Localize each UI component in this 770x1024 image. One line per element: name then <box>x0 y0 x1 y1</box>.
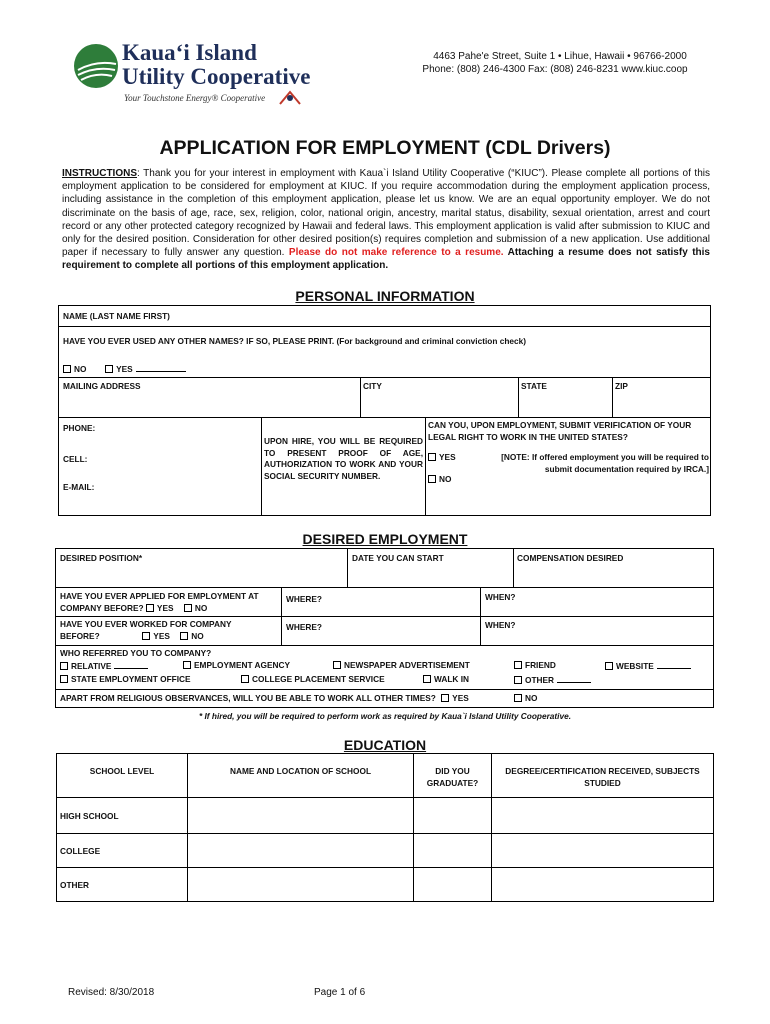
table-row <box>57 798 714 834</box>
instructions-tail: Attaching a resume does not satisfy this requirement to complete all portions of this employment application. <box>62 247 710 272</box>
friend-label: FRIEND <box>525 660 556 670</box>
zip-label: ZIP <box>615 381 628 391</box>
referred-agency <box>183 660 290 670</box>
referred-state-office <box>60 674 191 684</box>
verify-yes-checkbox[interactable] <box>428 453 436 461</box>
personal-box <box>58 305 711 516</box>
other-names-no-label: NO <box>74 364 87 374</box>
applied-where-label: WHERE? <box>286 594 322 604</box>
touchstone-icon <box>278 90 302 106</box>
education-header-degree: DEGREE/CERTIFICATION RECEIVED, SUBJECTS STUDIED <box>492 754 714 798</box>
state-label: STATE <box>521 381 547 391</box>
upon-hire-text: UPON HIRE, YOU WILL BE REQUIRED TO PRESENT PROOF OF AGE, AUTHORIZATION TO WORK AND YOUR SOCIAL SECURITY NUMBER. <box>264 436 423 481</box>
other-label: OTHER <box>525 675 555 685</box>
worked-where-label: WHERE? <box>286 622 322 632</box>
instructions <box>62 167 710 273</box>
other-names-label: HAVE YOU EVER USED ANY OTHER NAMES? IF SO, PLEASE PRINT. (For background and criminal conviction check) <box>63 336 527 346</box>
applied-no-checkbox[interactable] <box>184 604 192 612</box>
walk-in-label: WALK IN <box>434 674 470 684</box>
logo-line1: Kauaʻi Island <box>122 40 257 65</box>
desired-position-label: DESIRED POSITION* <box>60 553 143 563</box>
table-row <box>57 868 714 902</box>
other-names-no-checkbox[interactable] <box>63 365 71 373</box>
other-names-yes-label: YES <box>116 364 133 374</box>
divider <box>612 377 613 417</box>
divider <box>56 689 713 690</box>
page-title: APPLICATION FOR EMPLOYMENT (CDL Drivers) <box>159 137 611 159</box>
college-service-label: COLLEGE PLACEMENT SERVICE <box>252 674 385 684</box>
referred-newspaper <box>333 660 470 670</box>
religious-yes-checkbox[interactable] <box>441 694 449 702</box>
worked-yes-label: YES <box>153 630 170 641</box>
religious-yes-label: YES <box>452 693 469 703</box>
school-name-input[interactable] <box>188 834 414 868</box>
referred-friend <box>514 660 556 670</box>
instructions-label: INSTRUCTIONS <box>62 168 137 179</box>
verify-question: CAN YOU, UPON EMPLOYMENT, SUBMIT VERIFICATION OF YOUR LEGAL RIGHT TO WORK IN THE UNITED STATES? <box>428 420 692 442</box>
graduate-input[interactable] <box>414 798 492 834</box>
verify-note: [NOTE: If offered employment you will be required to submit documentation required by IRCA.] <box>501 452 709 474</box>
other-names-yes-checkbox[interactable] <box>105 365 113 373</box>
verify-no-label: NO <box>439 474 452 484</box>
worked-when-label: WHEN? <box>485 620 516 630</box>
education-table <box>56 753 714 902</box>
city-label: CITY <box>363 381 382 391</box>
religious-no-label: NO <box>525 693 538 703</box>
website-checkbox[interactable] <box>605 662 613 670</box>
verify-no <box>428 474 451 484</box>
name-field-label: NAME (LAST NAME FIRST) <box>63 311 170 321</box>
verify-yes <box>428 452 456 462</box>
logo <box>72 40 322 110</box>
referred-question: WHO REFERRED YOU TO COMPANY? <box>60 648 212 658</box>
logo-line2: Utility Cooperative <box>122 64 311 89</box>
divider <box>261 417 262 516</box>
religious-question <box>60 693 469 703</box>
verify-yes-label: YES <box>439 452 456 462</box>
divider <box>56 587 713 588</box>
education-level-cell: OTHER <box>57 868 188 902</box>
relative-checkbox[interactable] <box>60 662 68 670</box>
table-row <box>57 834 714 868</box>
referred-walk-in <box>423 674 469 684</box>
applied-yes-label: YES <box>156 602 174 613</box>
applied-when-label: WHEN? <box>485 592 516 602</box>
website-blank[interactable] <box>657 660 691 669</box>
degree-input[interactable] <box>492 834 714 868</box>
agency-label: EMPLOYMENT AGENCY <box>194 660 291 670</box>
page-number: Page 1 of 6 <box>314 987 366 998</box>
divider <box>513 549 514 587</box>
section-education-title: EDUCATION <box>343 737 427 753</box>
religious-question-text: APART FROM RELIGIOUS OBSERVANCES, WILL YOU BE ABLE TO WORK ALL OTHER TIMES? <box>60 693 436 703</box>
website-label: WEBSITE <box>616 661 654 671</box>
college-service-checkbox[interactable] <box>241 675 249 683</box>
education-level-cell: COLLEGE <box>57 834 188 868</box>
worked-no-label: NO <box>191 630 204 641</box>
divider <box>425 417 426 516</box>
school-name-input[interactable] <box>188 868 414 902</box>
state-office-label: STATE EMPLOYMENT OFFICE <box>71 674 191 684</box>
worked-no-checkbox[interactable] <box>180 632 188 640</box>
education-header-school: NAME AND LOCATION OF SCHOOL <box>188 754 414 798</box>
education-header-level: SCHOOL LEVEL <box>57 754 188 798</box>
cell-label: CELL: <box>63 454 88 464</box>
other-blank[interactable] <box>557 674 591 683</box>
email-label: E-MAIL: <box>63 482 95 492</box>
graduate-input[interactable] <box>414 834 492 868</box>
divider <box>347 549 348 587</box>
graduate-input[interactable] <box>414 868 492 902</box>
mailing-label: MAILING ADDRESS <box>63 381 141 391</box>
instructions-body: : Thank you for your interest in employment with Kaua`i Island Utility Cooperative (“KIUC”). Please complete all portions of this employment application to be considered for employment at KIUC. If you require accommodation during the employment application process, including assistance in the completion of this employment application, please let us know. We are an equal opportunity employer. We do not discriminate on the basis of age, race, sex, religion, color, national origin, ancestry, marital status, disability, sexual orientation, arrest and court record or any other protected category recognized by Hawaii and federal laws. This employment application is valid after submission to KIUC and only for the desired position. Consideration for other desired position(s) requires completion and submission of a new application. Use additional paper if necessary to fully answer any question. <box>62 168 710 259</box>
degree-input[interactable] <box>492 798 714 834</box>
relative-blank[interactable] <box>114 660 148 669</box>
degree-input[interactable] <box>492 868 714 902</box>
referred-website <box>605 660 691 671</box>
referred-college <box>241 674 385 684</box>
agency-checkbox[interactable] <box>183 661 191 669</box>
divider <box>59 417 710 418</box>
revised-date: Revised: 8/30/2018 <box>68 987 155 998</box>
phone-label: PHONE: <box>63 423 96 433</box>
worked-question-text: HAVE YOU EVER WORKED FOR COMPANY BEFORE? <box>60 619 232 641</box>
divider <box>56 645 713 646</box>
logo-tagline: Your Touchstone Energy® Cooperative <box>124 93 266 103</box>
other-names-options <box>63 363 186 374</box>
applied-yes-checkbox[interactable] <box>146 604 154 612</box>
worked-yes-checkbox[interactable] <box>142 632 150 640</box>
section-desired-title: DESIRED EMPLOYMENT <box>302 531 468 547</box>
walk-in-checkbox[interactable] <box>423 675 431 683</box>
desired-box <box>55 548 714 708</box>
education-header-graduate: DID YOU GRADUATE? <box>414 754 492 798</box>
worked-question <box>60 619 265 642</box>
other-checkbox[interactable] <box>514 676 522 684</box>
compensation-label: COMPENSATION DESIRED <box>517 553 624 563</box>
applied-question-text: HAVE YOU EVER APPLIED FOR EMPLOYMENT AT COMPANY BEFORE? <box>60 591 259 613</box>
resume-warning: Please do not make reference to a resume. <box>288 247 504 259</box>
friend-checkbox[interactable] <box>514 661 522 669</box>
school-name-input[interactable] <box>188 798 414 834</box>
applied-no-label: NO <box>194 602 208 613</box>
newspaper-checkbox[interactable] <box>333 661 341 669</box>
education-level-cell: HIGH SCHOOL <box>57 798 188 834</box>
section-personal-title: PERSONAL INFORMATION <box>295 288 475 304</box>
religious-no-checkbox[interactable] <box>514 694 522 702</box>
divider <box>56 616 713 617</box>
address: 4463 Pahe'e Street, Suite 1 • Lihue, Hawaii • 96766-2000 <box>433 51 687 62</box>
relative-label: RELATIVE <box>71 661 112 671</box>
applied-question <box>60 591 280 614</box>
other-names-blank[interactable] <box>136 363 186 372</box>
state-office-checkbox[interactable] <box>60 675 68 683</box>
religious-no <box>514 693 537 703</box>
divider <box>360 377 361 417</box>
divider <box>518 377 519 417</box>
start-date-label: DATE YOU CAN START <box>352 553 444 563</box>
desired-footnote: * If hired, you will be required to perform work as required by Kaua`i Island Utility Cooperative. <box>198 711 572 721</box>
name-input[interactable] <box>59 326 710 328</box>
logo-emblem-icon <box>72 42 120 90</box>
contact-line: Phone: (808) 246-4300 Fax: (808) 246-8231 www.kiuc.coop <box>422 64 688 75</box>
verify-no-checkbox[interactable] <box>428 475 436 483</box>
newspaper-label: NEWSPAPER ADVERTISEMENT <box>344 660 470 670</box>
referred-other <box>514 674 591 685</box>
referred-relative <box>60 660 148 671</box>
